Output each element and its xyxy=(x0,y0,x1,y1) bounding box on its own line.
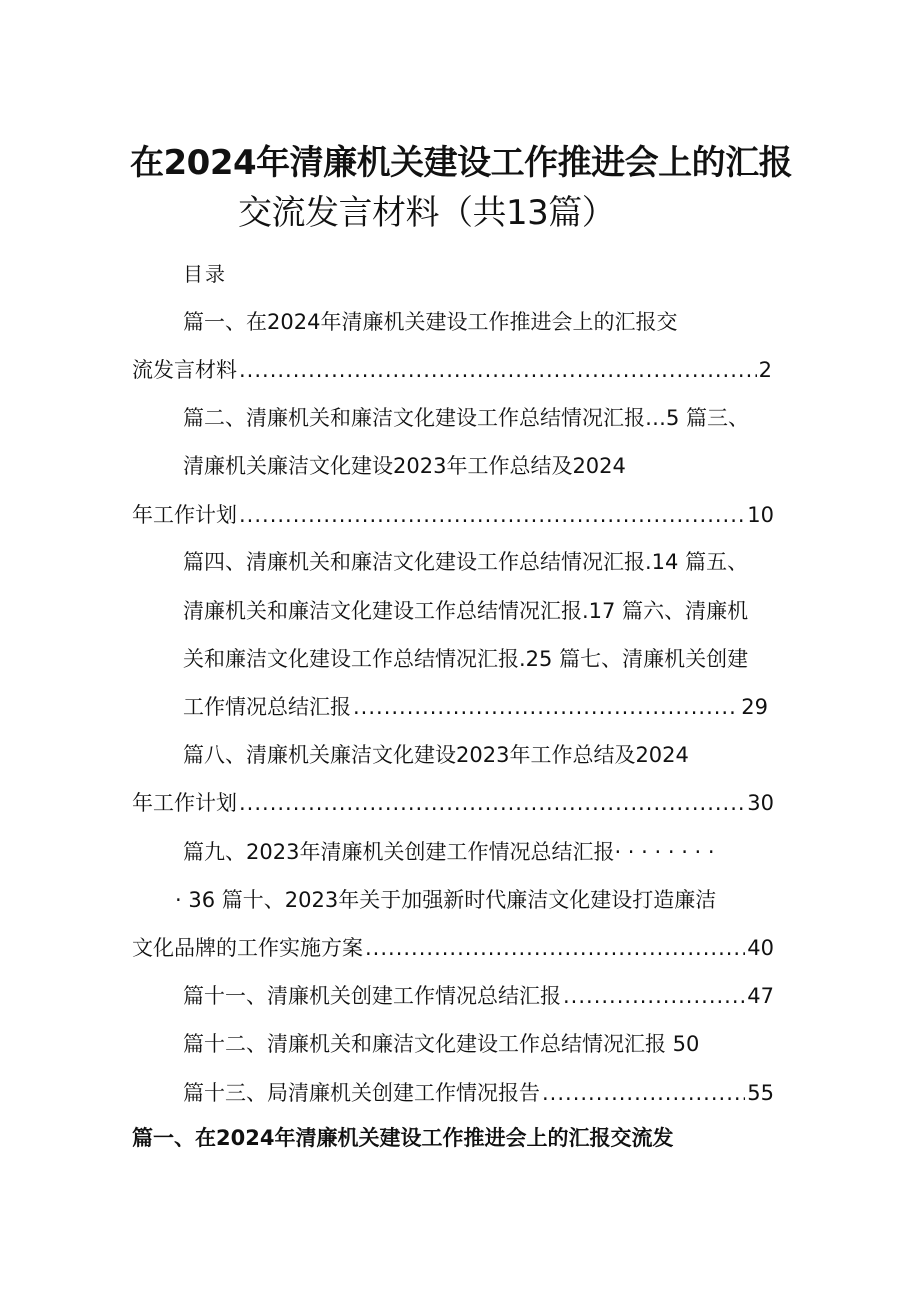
document-title-line-2: 交流发言材料（共13篇） xyxy=(238,193,616,233)
toc-page-number: 10 xyxy=(747,503,774,527)
toc-leader-dots xyxy=(542,1078,745,1108)
toc-entry-8[interactable] xyxy=(132,788,774,818)
toc-leader-dots xyxy=(353,692,739,722)
toc-line: 篇四、清廉机关和廉洁文化建设工作总结情况汇报.14 篇五、 xyxy=(183,550,749,574)
toc-entry-text: 文化品牌的工作实施方案 xyxy=(132,936,363,960)
document-title-line-1: 在2024年清廉机关建设工作推进会上的汇报 xyxy=(130,143,793,183)
toc-line: 篇一、在2024年清廉机关建设工作推进会上的汇报交 xyxy=(183,310,678,334)
toc-entry-text: 流发言材料 xyxy=(132,358,237,382)
toc-entry-7[interactable] xyxy=(183,692,768,722)
toc-page-number: 30 xyxy=(747,791,774,815)
toc-line: 篇九、2023年清廉机关创建工作情况总结汇报· · · · · · · · xyxy=(183,840,715,864)
toc-heading: 目录 xyxy=(183,262,227,286)
toc-page-number: 2 xyxy=(758,358,772,382)
toc-leader-dots xyxy=(239,355,757,385)
toc-leader-dots xyxy=(365,933,745,963)
toc-entry-1[interactable] xyxy=(132,355,772,385)
toc-entry-11[interactable] xyxy=(183,981,774,1011)
toc-entry-12[interactable]: 篇十二、清廉机关和廉洁文化建设工作总结情况汇报 50 xyxy=(183,1032,700,1056)
toc-line: 关和廉洁文化建设工作总结情况汇报.25 篇七、清廉机关创建 xyxy=(183,647,749,671)
toc-entry-3[interactable] xyxy=(132,500,774,530)
toc-page-number: 29 xyxy=(741,695,768,719)
toc-entry-text: 年工作计划 xyxy=(132,503,237,527)
toc-line: 清廉机关廉洁文化建设2023年工作总结及2024 xyxy=(183,454,626,478)
toc-entry-13[interactable] xyxy=(183,1078,774,1108)
toc-entry-text: 篇十一、清廉机关创建工作情况总结汇报 xyxy=(183,984,561,1008)
toc-line: · 36 篇十、2023年关于加强新时代廉洁文化建设打造廉洁 xyxy=(175,888,717,912)
section-heading: 篇一、在2024年清廉机关建设工作推进会上的汇报交流发 xyxy=(132,1126,674,1150)
toc-leader-dots xyxy=(563,981,745,1011)
toc-page-number: 55 xyxy=(747,1081,774,1105)
toc-page-number: 40 xyxy=(747,936,774,960)
toc-entry-text: 篇十三、局清廉机关创建工作情况报告 xyxy=(183,1081,540,1105)
toc-line: 清廉机关和廉洁文化建设工作总结情况汇报.17 篇六、清廉机 xyxy=(183,599,749,623)
toc-line: 篇八、清廉机关廉洁文化建设2023年工作总结及2024 xyxy=(183,743,689,767)
toc-entry-10[interactable] xyxy=(132,933,774,963)
toc-leader-dots xyxy=(239,500,745,530)
toc-entry-text: 工作情况总结汇报 xyxy=(183,695,351,719)
toc-line: 篇二、清廉机关和廉洁文化建设工作总结情况汇报…5 篇三、 xyxy=(183,406,750,430)
toc-page-number: 47 xyxy=(747,984,774,1008)
toc-entry-text: 年工作计划 xyxy=(132,791,237,815)
toc-leader-dots xyxy=(239,788,745,818)
